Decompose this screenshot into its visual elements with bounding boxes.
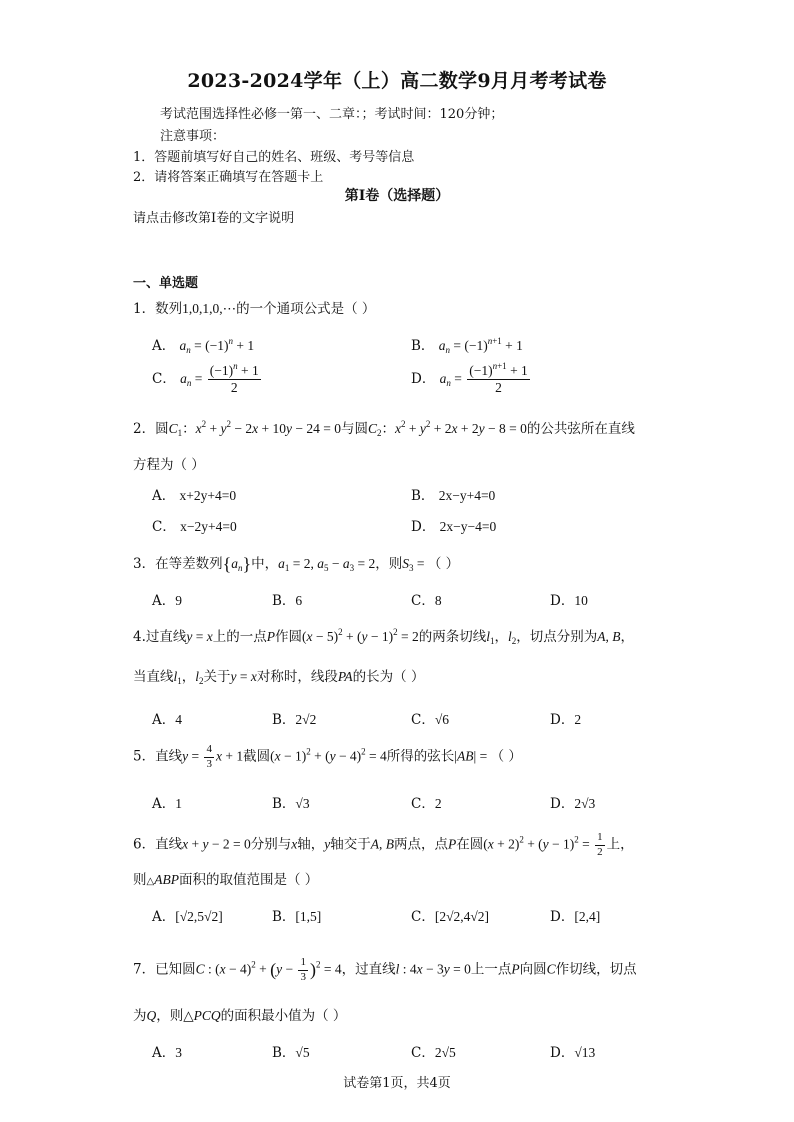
question-5-option-c[interactable]: C．2 bbox=[411, 796, 442, 812]
question-6-option-a[interactable]: A．[√2,5√2] bbox=[152, 909, 223, 925]
question-1-option-a[interactable]: A． $a_n = (-1)^n + 1$ bbox=[152, 336, 255, 355]
question-7-stem: 7．已知圆C : $(x - 4)^2 + (y$ − $\frac{1}{3}$ )$^2$ = 4，过直线l : 4x − 3y = 0上一点P向圆C作切线，切点 bbox=[133, 956, 637, 983]
question-1-stem: 1．数列1,0,1,0,⋯的一个通项公式是（ ） bbox=[133, 301, 376, 317]
question-7-stem-cont: 为Q，则△PCQ的面积最小值为（ ） bbox=[133, 1008, 347, 1024]
question-5-option-a[interactable]: A．1 bbox=[152, 796, 182, 812]
notes-label: 注意事项： bbox=[160, 129, 226, 144]
question-number: 7． bbox=[133, 961, 156, 978]
question-6-option-d[interactable]: D．[2,4] bbox=[550, 909, 601, 925]
question-4-stem: 4.过直线y = x上的一点P作圆$(x - 5)^2 + (y - 1)^2 = 2$的两条切线$l_1$，$l_2$，切点分别为A, B， bbox=[133, 627, 634, 646]
question-number: 4. bbox=[133, 629, 146, 645]
question-7-option-d[interactable]: D．√13 bbox=[550, 1045, 596, 1061]
question-number: 2． bbox=[133, 421, 156, 437]
question-6-stem: 6．直线x + y − 2 = 0分别与x轴，y轴交于A, B两点，点P在圆$(x + 2)^2 + (y - 1)^2$ = $\frac{1}{2}$ 上， bbox=[133, 831, 634, 858]
question-7-option-b[interactable]: B．√5 bbox=[272, 1045, 310, 1061]
question-1-option-b[interactable]: B． $a_n = (-1)^{n+1} + 1$ bbox=[411, 336, 523, 355]
question-number: 5． bbox=[133, 748, 156, 765]
section-title: 第I卷（选择题） bbox=[344, 188, 450, 204]
question-1-option-d[interactable]: D． $a_n$ = $\frac{(-1)^{n+1} + 1}{2}$ bbox=[411, 361, 528, 396]
section-hint: 请点击修改第I卷的文字说明 bbox=[133, 211, 295, 226]
question-number: 6． bbox=[133, 836, 156, 853]
question-4-option-b[interactable]: B．2√2 bbox=[272, 712, 317, 728]
question-4-option-d[interactable]: D．2 bbox=[550, 712, 582, 728]
question-2-option-d[interactable]: D． 2x−y−4=0 bbox=[411, 519, 497, 535]
question-2-stem: 2．圆$C_1$：$x^2 + y^2 - 2x + 10y - 24 = 0$与圆$C_2$：$x^2 + y^2 + 2x + 2y - 8 = 0$的公共弦所在直线 bbox=[133, 419, 635, 438]
note-1: 1．答题前填写好自己的姓名、班级、考号等信息 bbox=[133, 150, 415, 165]
question-7-option-a[interactable]: A．3 bbox=[152, 1045, 182, 1061]
question-6-option-c[interactable]: C．[2√2,4√2] bbox=[411, 909, 490, 925]
question-3-option-c[interactable]: C．8 bbox=[411, 593, 442, 609]
part-heading: 一、单选题 bbox=[133, 276, 199, 291]
exam-title: 2023-2024学年（上）高二数学9月月考考试卷 bbox=[187, 70, 607, 92]
question-3-option-d[interactable]: D．10 bbox=[550, 593, 588, 609]
question-3-stem: 3．在等差数列$\{a_n\}$中，$a_1 = 2$, $a_5 - a_3 = 2$，则$S_3$ = （ ） bbox=[133, 554, 460, 574]
question-5-option-b[interactable]: B．√3 bbox=[272, 796, 310, 812]
question-2-option-a[interactable]: A． x+2y+4=0 bbox=[152, 488, 237, 504]
question-6-stem-cont: 则△ABP面积的取值范围是（ ） bbox=[133, 872, 319, 888]
page-footer: 试卷第1页，共4页 bbox=[343, 1076, 451, 1091]
question-2-option-c[interactable]: C． x−2y+4=0 bbox=[152, 519, 237, 535]
question-5-stem: 5．直线y = $\frac{4}{3}$ x + 1截圆$(x - 1)^2 + (y - 4)^2 = 4$所得的弦长|AB| = （ ） bbox=[133, 743, 522, 770]
question-1-option-c[interactable]: C． $a_n$ = $\frac{(-1)^n + 1}{2}$ bbox=[152, 361, 259, 396]
question-5-option-d[interactable]: D．2√3 bbox=[550, 796, 596, 812]
question-2-option-b[interactable]: B． 2x−y+4=0 bbox=[411, 488, 496, 504]
question-2-stem-cont: 方程为（ ） bbox=[133, 457, 205, 473]
question-number: 1． bbox=[133, 301, 156, 317]
question-7-option-c[interactable]: C．2√5 bbox=[411, 1045, 456, 1061]
question-4-option-a[interactable]: A．4 bbox=[152, 712, 182, 728]
question-number: 3． bbox=[133, 556, 156, 572]
question-4-option-c[interactable]: C．√6 bbox=[411, 712, 450, 728]
exam-scope: 考试范围选择性必修一第一、二章：；考试时间：120分钟； bbox=[160, 107, 504, 122]
question-3-option-a[interactable]: A．9 bbox=[152, 593, 182, 609]
question-6-option-b[interactable]: B．[1,5] bbox=[272, 909, 322, 925]
question-3-option-b[interactable]: B．6 bbox=[272, 593, 303, 609]
question-4-stem-cont: 当直线$l_1$，$l_2$关于y = x对称时，线段PA的长为（ ） bbox=[133, 669, 425, 686]
note-2: 2．请将答案正确填写在答题卡上 bbox=[133, 170, 324, 185]
